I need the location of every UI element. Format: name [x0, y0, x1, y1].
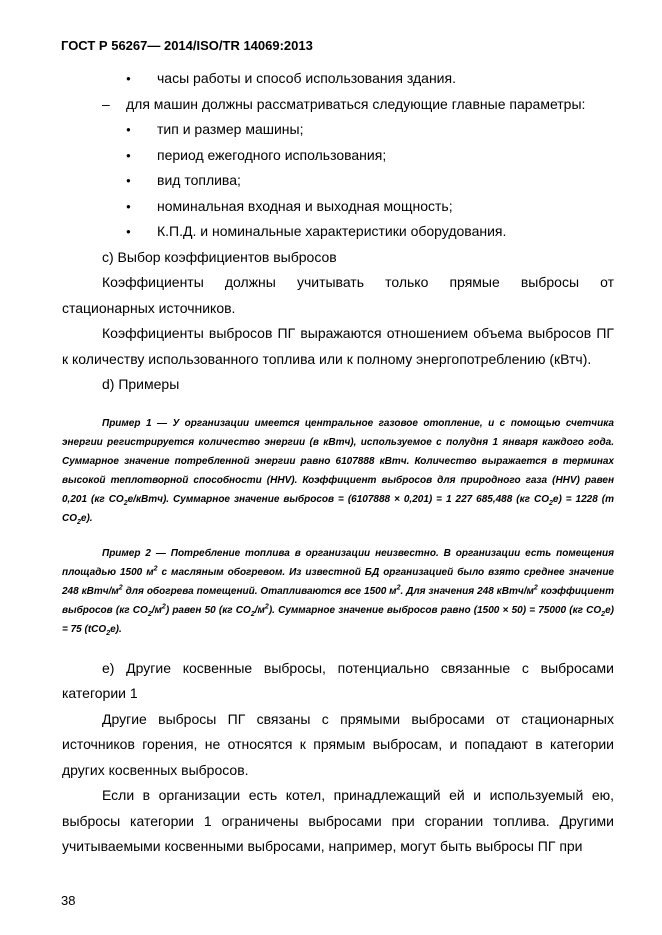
paragraph-1-line-1: Коэффициенты должны учитывать только прямые выбросы от [102, 274, 614, 290]
example-2: Пример 2 — Потребление топлива в организации неизвестно. В организации есть помещения площадью 1500 $м^2$ с масляным обогревом. Из известной БД организацией было взято среднее значение 248 кВтч/$м^2$ для обогрева помещений. Отапливаются все 1500 $м^2$. Для значения 248 кВтч/$м^2$ коэффициент выбросов (кг $CO_2/м^2$) равен 50 (кг $CO_2/м^2$). Суммарное значение выбросов равно (1500 × 50) = 75000 (кг $CO_2е) = 75$ (tCO$_2$е). [62, 547, 614, 637]
bullet-item: ● К.П.Д. и номинальные характеристики оборудования. [62, 219, 614, 245]
paragraph-3: Другие выбросы ПГ связаны с прямыми выбросами от стационарных источников горения, не относятся к прямым выбросам, и попадают в категории других косвенных выбросов. [62, 710, 614, 778]
section-d-heading: d) Примеры [102, 376, 180, 392]
paragraph-4: Если в организации есть котел, принадлежащий ей и используемый ею, выбросы категории 1 ограничены выбросами при сгорании топлива. Другими учитываемыми косвенными выбросами, например, могут быть выбросы ПГ при [62, 787, 614, 854]
paragraph-1-line-2: стационарных источников. [62, 299, 236, 316]
document-header: ГОСТ Р 56267— 2014/ISO/TR 14069:2013 [61, 38, 313, 53]
bullet-item: ● период ежегодного использования; [62, 143, 614, 169]
section-c-heading: с) Выбор коэффициентов выбросов [102, 248, 337, 265]
bullet-item: ● номинальная входная и выходная мощность; [62, 194, 614, 220]
page-number: 38 [61, 893, 76, 908]
dash-item: – для машин должны рассматриваться следующие главные параметры: [62, 92, 614, 118]
paragraph-2: Коэффициенты выбросов ПГ выражаются отношением объема выбросов ПГ к количеству использованного топлива или к полному энергопотреблению (кВтч). [62, 325, 614, 367]
page-content [62, 66, 614, 860]
section-e-heading: е) Другие косвенные выбросы, потенциально связанные с выбросами категории 1 [62, 659, 614, 701]
bullet-item: ● вид топлива; [62, 168, 614, 194]
bullet-item: ● тип и размер машины; [62, 117, 614, 143]
example-1: Пример 1 — У организации имеется центральное газовое отопление, и с помощью счетчика энергии регистрируется количество энергии (в кВтч), используемое с полудня 1 января каждого года. Суммарное значение потребленной энергии равно 6107888 кВтч. Количество выражается в терминах высокой теплотворной способности (HHV). Коэффициент выбросов для природного газа (HHV) равен 0,201 (кг $CO_2е/кВтч$). Суммарное значение выбросов = (6107888 × 0,201) = 1 227 685,488 (кг $CO_2е) = 1228$ (т $CO_2е$). [62, 417, 614, 526]
bullet-item: ● часы работы и способ использования здания. [62, 66, 614, 92]
